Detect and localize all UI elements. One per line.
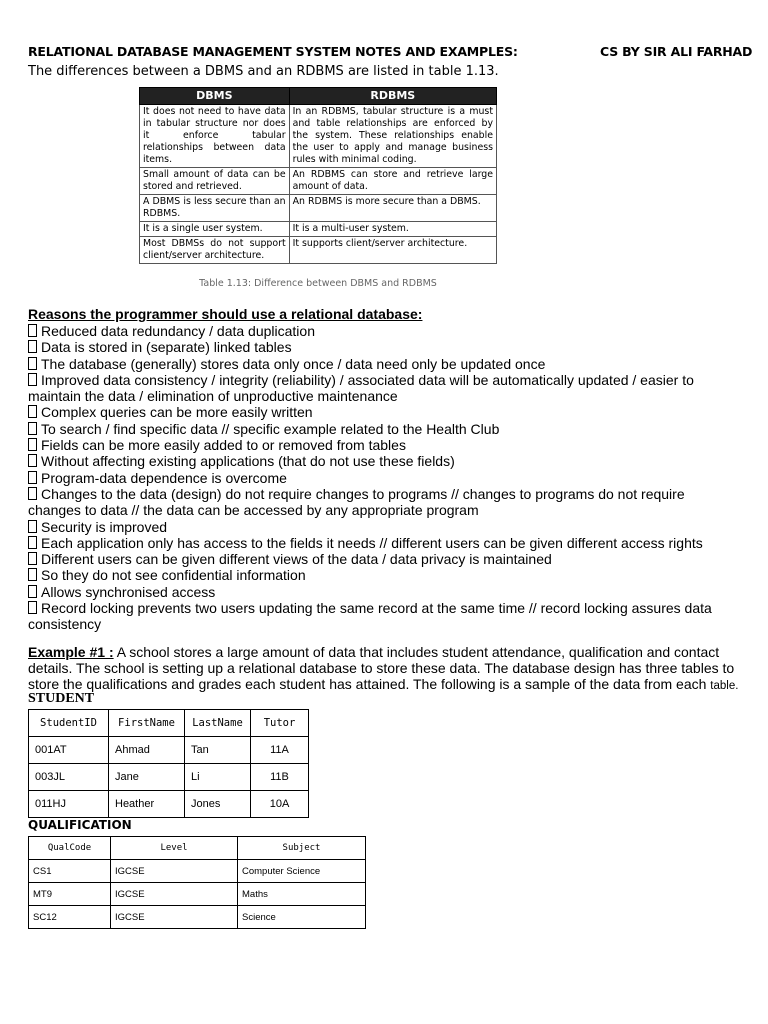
table-cell: Maths (238, 883, 366, 906)
author-label: CS BY SIR ALI FARHAD (600, 44, 753, 59)
page-title: RELATIONAL DATABASE MANAGEMENT SYSTEM NOTES AND EXAMPLES: (28, 44, 518, 59)
list-item (28, 453, 728, 469)
student-table-title: STUDENT (28, 691, 95, 706)
table-row (29, 906, 366, 929)
table-cell: Jane (109, 764, 185, 791)
example-label: Example #1 : (28, 644, 114, 660)
bullet-box-icon (28, 405, 37, 418)
table-cell: SC12 (29, 906, 111, 929)
bullet-box-icon (28, 422, 37, 435)
qualification-table-title: QUALIFICATION (28, 818, 132, 832)
table-row (140, 237, 497, 264)
bullet-box-icon (28, 601, 37, 614)
table-row (140, 222, 497, 237)
bullet-box-icon (28, 340, 37, 353)
table-cell: 011HJ (29, 791, 109, 818)
column-header: Level (111, 837, 238, 860)
bullet-box-icon (28, 552, 37, 565)
list-item (28, 372, 728, 405)
list-item (28, 519, 728, 535)
table-row (140, 105, 497, 168)
list-item-text: To search / find specific data // specific example related to the Health Club (41, 420, 500, 437)
table-cell: Li (185, 764, 251, 791)
list-item-text: Reduced data redundancy / data duplication (41, 323, 315, 339)
column-header: LastName (185, 710, 251, 737)
table-cell: It supports client/server architecture. (289, 237, 496, 264)
table-cell: Ahmad (109, 737, 185, 764)
list-item (28, 421, 728, 437)
list-item (28, 356, 728, 372)
list-item-text: Program-data dependence is overcome (41, 469, 287, 486)
table-row (29, 860, 366, 883)
example-paragraph (28, 645, 750, 694)
table-row (29, 791, 309, 818)
table-cell: Science (238, 906, 366, 929)
table-cell: In an RDBMS, tabular structure is a must and table relationships are enforced by the system. These relationships enable the user to apply and manage business rules with minimal coding. (289, 105, 496, 168)
student-table (28, 709, 309, 818)
intro-text: The differences between a DBMS and an RDBMS are listed in table 1.13. (28, 64, 499, 79)
list-item-text: Complex queries can be more easily written (41, 404, 313, 421)
qualification-table (28, 836, 366, 929)
table-cell: 11A (251, 737, 309, 764)
bullet-box-icon (28, 487, 37, 500)
table-row (29, 883, 366, 906)
table-cell: Small amount of data can be stored and retrieved. (140, 168, 290, 195)
list-item (28, 600, 728, 633)
table-cell: It does not need to have data in tabular structure nor does it enforce tabular relationships between data items. (140, 105, 290, 168)
list-item-text: Each application only has access to the fields it needs // different users can be given different access rights (41, 534, 703, 551)
reasons-list (28, 323, 728, 633)
table-cell: Jones (185, 791, 251, 818)
column-header: Tutor (251, 710, 309, 737)
table-cell: 11B (251, 764, 309, 791)
list-item-text: Allows synchronised access (41, 583, 216, 600)
table-cell: Tan (185, 737, 251, 764)
list-item-text: Fields can be more easily added to or removed from tables (41, 437, 406, 454)
column-header: QualCode (29, 837, 111, 860)
list-item-text: Without affecting existing applications (that do not use these fields) (41, 453, 455, 470)
list-item (28, 551, 728, 567)
table-cell: MT9 (29, 883, 111, 906)
column-header: FirstName (109, 710, 185, 737)
table-cell: It is a multi-user system. (289, 222, 496, 237)
column-header-rdbms: RDBMS (289, 88, 496, 105)
table-row (140, 195, 497, 222)
bullet-box-icon (28, 585, 37, 598)
table-cell: IGCSE (111, 860, 238, 883)
list-item-text: The database (generally) stores data only once / data need only be updated once (41, 355, 546, 372)
bullet-box-icon (28, 471, 37, 484)
table-cell: A DBMS is less secure than an RDBMS. (140, 195, 290, 222)
list-item (28, 323, 728, 339)
list-item-text: Changes to the data (design) do not require changes to programs // changes to programs do not require changes to data // the data can be accessed by any appropriate program (28, 485, 685, 519)
list-item (28, 535, 728, 551)
bullet-box-icon (28, 520, 37, 533)
reasons-heading: Reasons the programmer should use a relational database: (28, 306, 423, 322)
list-item (28, 437, 728, 453)
table-cell: 001AT (29, 737, 109, 764)
table-cell: IGCSE (111, 883, 238, 906)
table-cell: An RDBMS is more secure than a DBMS. (289, 195, 496, 222)
column-header: StudentID (29, 710, 109, 737)
table-row (29, 737, 309, 764)
list-item (28, 486, 728, 519)
column-header-dbms: DBMS (140, 88, 290, 105)
list-item-text: Record locking prevents two users updating the same record at the same time // record locking assures data consistency (28, 600, 712, 633)
list-item-text: Different users can be given different views of the data / data privacy is maintained (41, 551, 552, 568)
list-item (28, 339, 728, 355)
list-item (28, 404, 728, 420)
bullet-box-icon (28, 536, 37, 549)
table-cell: Most DBMSs do not support client/server architecture. (140, 237, 290, 264)
list-item (28, 567, 728, 583)
table-row (140, 168, 497, 195)
table-caption: Table 1.13: Difference between DBMS and RDBMS (199, 278, 437, 289)
table-cell: It is a single user system. (140, 222, 290, 237)
bullet-box-icon (28, 438, 37, 451)
dbms-rdbms-table (139, 87, 497, 264)
table-cell: An RDBMS can store and retrieve large amount of data. (289, 168, 496, 195)
example-text: A school stores a large amount of data that includes student attendance, qualification and contact details. The school is setting up a relational database to store these data. The database design has three tables to store the qualifications and grades each student has attained. The following is a sample of the data from each (28, 644, 735, 692)
bullet-box-icon (28, 357, 37, 370)
table-cell: Computer Science (238, 860, 366, 883)
list-item-text: Improved data consistency / integrity (reliability) / associated data will be automatically updated / easier to maintain the data / elimination of unproductive maintenance (28, 371, 694, 405)
list-item-text: Data is stored in (separate) linked tables (41, 339, 292, 356)
table-cell: Heather (109, 791, 185, 818)
bullet-box-icon (28, 324, 37, 337)
list-item (28, 584, 728, 600)
table-cell: IGCSE (111, 906, 238, 929)
table-cell: CS1 (29, 860, 111, 883)
list-item (28, 470, 728, 486)
list-item-text: So they do not see confidential information (41, 567, 306, 584)
bullet-box-icon (28, 568, 37, 581)
example-text-tail: table. (710, 679, 739, 692)
bullet-box-icon (28, 454, 37, 467)
table-row (29, 764, 309, 791)
table-cell: 003JL (29, 764, 109, 791)
table-cell: 10A (251, 791, 309, 818)
column-header: Subject (238, 837, 366, 860)
list-item-text: Security is improved (41, 518, 168, 535)
bullet-box-icon (28, 373, 37, 386)
